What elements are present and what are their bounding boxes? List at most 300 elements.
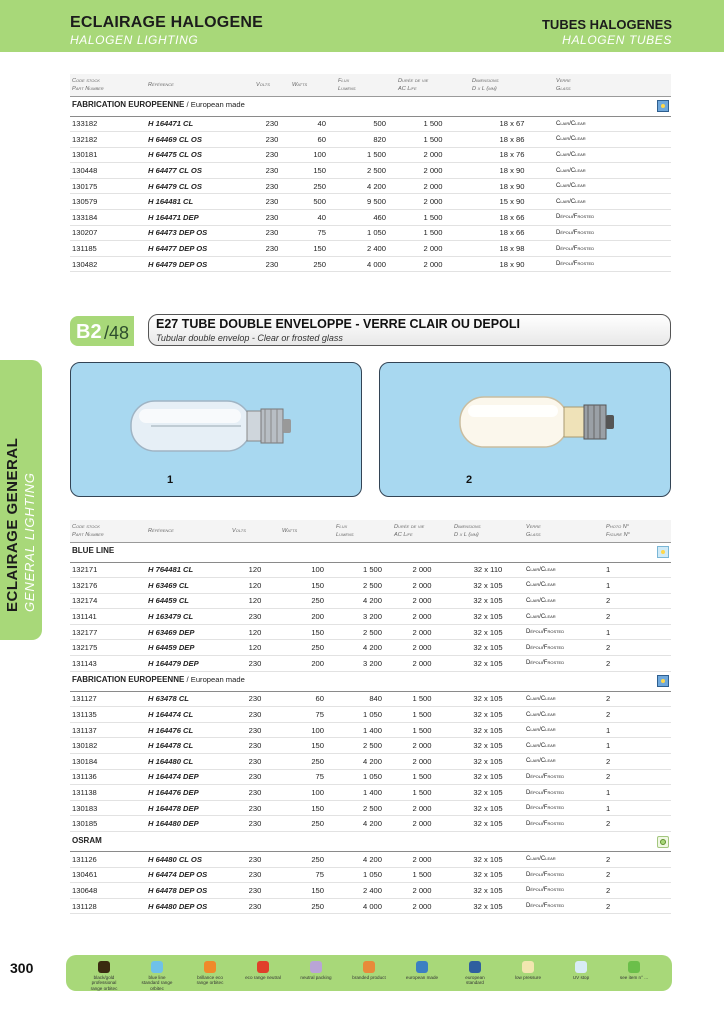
cell-life: 2 000 bbox=[392, 754, 452, 770]
cell-glass: Clair/Clear bbox=[524, 754, 604, 770]
cell-volts: 230 bbox=[230, 769, 280, 785]
cell-life: 2 000 bbox=[396, 256, 470, 272]
cell-code-stock: 130184 bbox=[70, 754, 146, 770]
cell-reference: H 164476 DEP bbox=[146, 785, 230, 801]
cell-volts: 120 bbox=[230, 593, 280, 609]
cell-volts: 230 bbox=[254, 241, 290, 257]
photo-number-1: 1 bbox=[167, 474, 174, 486]
group-header bbox=[70, 96, 671, 116]
cell-photo-number: 2 bbox=[604, 898, 671, 914]
cell-glass: Dépoli/Frosted bbox=[524, 898, 604, 914]
cell-reference: H 64475 CL OS bbox=[146, 147, 254, 163]
cell-reference: H 64474 DEP OS bbox=[146, 867, 230, 883]
clear-tube-lamp-image bbox=[71, 363, 362, 497]
table-row bbox=[70, 163, 671, 179]
cell-flux: 3 200 bbox=[334, 656, 392, 672]
group-name: BLUE LINE bbox=[72, 546, 115, 555]
cell-code-stock: 131138 bbox=[70, 785, 146, 801]
cell-reference: H 63469 DEP bbox=[146, 624, 230, 640]
section-heading bbox=[70, 314, 671, 350]
column-header-line: Code stock bbox=[72, 77, 100, 84]
cell-reference: H 64480 DEP OS bbox=[146, 898, 230, 914]
column-header-flux bbox=[334, 520, 392, 542]
cell-photo-number: 2 bbox=[604, 852, 671, 868]
cell-code-stock: 131143 bbox=[70, 656, 146, 672]
cell-dimensions: 32 x 105 bbox=[452, 867, 524, 883]
column-header-flux bbox=[336, 74, 396, 96]
cell-volts: 230 bbox=[254, 178, 290, 194]
european-standard-icon bbox=[469, 961, 481, 973]
cell-life: 1 500 bbox=[392, 691, 452, 707]
column-header-line: Photo N° bbox=[606, 523, 630, 530]
cell-life: 2 000 bbox=[392, 883, 452, 899]
cell-flux: 4 000 bbox=[334, 898, 392, 914]
cell-flux: 1 400 bbox=[334, 785, 392, 801]
cell-dimensions: 18 x 90 bbox=[470, 256, 554, 272]
cell-life: 2 000 bbox=[392, 562, 452, 578]
cell-watts: 150 bbox=[290, 163, 336, 179]
footer-legend-label: black/gold professional range orbitec bbox=[90, 975, 118, 991]
cell-code-stock: 131135 bbox=[70, 707, 146, 723]
cell-volts: 230 bbox=[254, 210, 290, 226]
group-header-row bbox=[70, 542, 671, 562]
footer-legend-label: UV stop bbox=[572, 975, 590, 980]
low-pressure-icon bbox=[522, 961, 534, 973]
table-row bbox=[70, 707, 671, 723]
cell-volts: 120 bbox=[230, 578, 280, 594]
column-header-line: Verre bbox=[556, 77, 571, 84]
cell-watts: 100 bbox=[280, 785, 334, 801]
cell-watts: 40 bbox=[290, 116, 336, 132]
footer-legend-label: blue line standard range orbitec bbox=[141, 975, 173, 991]
table-row bbox=[70, 562, 671, 578]
cell-watts: 60 bbox=[280, 691, 334, 707]
cell-reference: H 164471 DEP bbox=[146, 210, 254, 226]
photo-panel-2 bbox=[379, 362, 671, 497]
cell-reference: H 764481 CL bbox=[146, 562, 230, 578]
section-subtitle: Tubular double envelop - Clear or frosted glass bbox=[156, 333, 343, 343]
column-header-dims bbox=[452, 520, 524, 542]
cell-photo-number: 1 bbox=[604, 722, 671, 738]
footer-legend-label: neutral packing bbox=[300, 975, 332, 980]
cell-watts: 250 bbox=[290, 256, 336, 272]
cell-code-stock: 130482 bbox=[70, 256, 146, 272]
cell-code-stock: 131185 bbox=[70, 241, 146, 257]
cell-code-stock: 130648 bbox=[70, 883, 146, 899]
cell-flux: 460 bbox=[336, 210, 396, 226]
branded-product-icon bbox=[363, 961, 375, 973]
cell-flux: 820 bbox=[336, 132, 396, 148]
cell-watts: 100 bbox=[280, 562, 334, 578]
cell-volts: 230 bbox=[230, 609, 280, 625]
cell-photo-number: 2 bbox=[604, 640, 671, 656]
cell-code-stock: 133182 bbox=[70, 116, 146, 132]
column-header-line: Flux bbox=[336, 523, 348, 530]
group-name: OSRAM bbox=[72, 835, 102, 845]
cell-life: 2 000 bbox=[392, 609, 452, 625]
cell-reference: H 64480 CL OS bbox=[146, 852, 230, 868]
cell-dimensions: 18 x 98 bbox=[470, 241, 554, 257]
cell-life: 1 500 bbox=[392, 707, 452, 723]
cell-code-stock: 131128 bbox=[70, 898, 146, 914]
cell-photo-number: 2 bbox=[604, 867, 671, 883]
cell-glass: Dépoli/Frosted bbox=[524, 769, 604, 785]
column-header-glass bbox=[554, 74, 671, 96]
cell-flux: 500 bbox=[336, 116, 396, 132]
cell-volts: 230 bbox=[230, 785, 280, 801]
cell-dimensions: 18 x 76 bbox=[470, 147, 554, 163]
cell-reference: H 164471 CL bbox=[146, 116, 254, 132]
cell-photo-number: 2 bbox=[604, 816, 671, 832]
cell-life: 2 000 bbox=[396, 241, 470, 257]
cell-flux: 4 200 bbox=[334, 640, 392, 656]
cell-volts: 230 bbox=[254, 194, 290, 210]
cell-life: 1 500 bbox=[396, 210, 470, 226]
cell-life: 2 000 bbox=[392, 898, 452, 914]
cell-watts: 250 bbox=[280, 816, 334, 832]
cell-dimensions: 32 x 105 bbox=[452, 722, 524, 738]
cell-dimensions: 18 x 86 bbox=[470, 132, 554, 148]
header-title: ECLAIRAGE HALOGENE bbox=[70, 14, 263, 31]
cell-volts: 120 bbox=[230, 640, 280, 656]
table-row bbox=[70, 883, 671, 899]
table-row bbox=[70, 210, 671, 226]
cell-reference: H 164481 CL bbox=[146, 194, 254, 210]
cell-dimensions: 15 x 90 bbox=[470, 194, 554, 210]
eco-range-icon bbox=[257, 961, 269, 973]
group-name: FABRICATION EUROPEENNE bbox=[72, 100, 185, 109]
cell-flux: 2 500 bbox=[334, 624, 392, 640]
european-made-icon bbox=[657, 675, 669, 687]
cell-volts: 120 bbox=[230, 624, 280, 640]
cell-dimensions: 32 x 105 bbox=[452, 624, 524, 640]
cell-watts: 250 bbox=[290, 178, 336, 194]
blue-line-icon bbox=[657, 546, 669, 558]
table-row bbox=[70, 593, 671, 609]
cell-glass: Dépoli/Frosted bbox=[524, 883, 604, 899]
footer-legend-item bbox=[298, 961, 334, 980]
column-header-line: Glass bbox=[526, 531, 541, 538]
cell-dimensions: 18 x 90 bbox=[470, 163, 554, 179]
table-row bbox=[70, 609, 671, 625]
cell-flux: 2 400 bbox=[336, 241, 396, 257]
cell-life: 2 000 bbox=[392, 640, 452, 656]
cell-life: 2 000 bbox=[396, 178, 470, 194]
cell-glass: Clair/Clear bbox=[524, 691, 604, 707]
cell-dimensions: 32 x 110 bbox=[452, 562, 524, 578]
cell-code-stock: 131141 bbox=[70, 609, 146, 625]
cell-life: 2 000 bbox=[396, 194, 470, 210]
footer-legend-item bbox=[404, 961, 440, 980]
cell-volts: 230 bbox=[230, 738, 280, 754]
photo-panel-1 bbox=[70, 362, 362, 497]
cell-flux: 1 050 bbox=[334, 769, 392, 785]
cell-watts: 100 bbox=[290, 147, 336, 163]
cell-flux: 4 200 bbox=[334, 754, 392, 770]
neutral-packing-icon bbox=[310, 961, 322, 973]
cell-glass: Dépoli/Frosted bbox=[554, 241, 671, 257]
group-header bbox=[70, 542, 671, 562]
cell-reference: H 63469 CL bbox=[146, 578, 230, 594]
cell-watts: 150 bbox=[280, 578, 334, 594]
cell-reference: H 64473 DEP OS bbox=[146, 225, 254, 241]
cell-glass: Clair/Clear bbox=[524, 578, 604, 594]
cell-photo-number: 1 bbox=[604, 624, 671, 640]
cell-volts: 230 bbox=[230, 800, 280, 816]
column-header-line: Dimensions bbox=[472, 77, 499, 84]
page-header bbox=[0, 0, 724, 52]
cell-watts: 200 bbox=[280, 609, 334, 625]
cell-photo-number: 2 bbox=[604, 691, 671, 707]
cell-code-stock: 131136 bbox=[70, 769, 146, 785]
cell-volts: 230 bbox=[254, 132, 290, 148]
cell-reference: H 64459 CL bbox=[146, 593, 230, 609]
cell-dimensions: 32 x 105 bbox=[452, 707, 524, 723]
column-header-line: D x L (mm) bbox=[454, 531, 479, 538]
cell-life: 2 000 bbox=[392, 656, 452, 672]
cell-dimensions: 18 x 66 bbox=[470, 225, 554, 241]
cell-dimensions: 32 x 105 bbox=[452, 769, 524, 785]
cell-glass: Clair/Clear bbox=[554, 163, 671, 179]
cell-watts: 250 bbox=[280, 640, 334, 656]
footer-legend bbox=[66, 955, 672, 991]
cell-volts: 230 bbox=[230, 867, 280, 883]
cell-volts: 230 bbox=[254, 256, 290, 272]
table-header-row bbox=[70, 520, 671, 542]
cell-photo-number: 2 bbox=[604, 707, 671, 723]
table-row bbox=[70, 194, 671, 210]
footer-legend-item bbox=[86, 961, 122, 991]
cell-code-stock: 131137 bbox=[70, 722, 146, 738]
cell-volts: 230 bbox=[230, 656, 280, 672]
table-row bbox=[70, 754, 671, 770]
column-header-line: Part Number bbox=[72, 85, 104, 92]
cell-flux: 2 500 bbox=[334, 578, 392, 594]
footer-legend-item bbox=[616, 961, 652, 980]
column-header-line: Lumens bbox=[338, 85, 356, 92]
cell-life: 2 000 bbox=[392, 800, 452, 816]
table-row bbox=[70, 898, 671, 914]
footer-legend-label: see item n° ... bbox=[619, 975, 649, 980]
group-header bbox=[70, 832, 671, 852]
cell-dimensions: 32 x 105 bbox=[452, 816, 524, 832]
cell-photo-number: 1 bbox=[604, 800, 671, 816]
cell-code-stock: 132174 bbox=[70, 593, 146, 609]
group-header-row bbox=[70, 96, 671, 116]
column-header-watts: Watts bbox=[280, 520, 334, 542]
column-header-line: Durée de vie bbox=[398, 77, 429, 84]
cell-life: 1 500 bbox=[396, 132, 470, 148]
column-header-line: D x L (mm) bbox=[472, 85, 497, 92]
cell-flux: 1 050 bbox=[334, 867, 392, 883]
cell-flux: 4 200 bbox=[336, 178, 396, 194]
cell-glass: Clair/Clear bbox=[524, 609, 604, 625]
cell-watts: 150 bbox=[290, 241, 336, 257]
column-header-code bbox=[70, 520, 146, 542]
cell-watts: 60 bbox=[290, 132, 336, 148]
cell-dimensions: 32 x 105 bbox=[452, 800, 524, 816]
cell-dimensions: 18 x 66 bbox=[470, 210, 554, 226]
cell-reference: H 164476 CL bbox=[146, 722, 230, 738]
cell-volts: 230 bbox=[230, 898, 280, 914]
cell-flux: 4 200 bbox=[334, 816, 392, 832]
cell-flux: 840 bbox=[334, 691, 392, 707]
cell-glass: Dépoli/Frosted bbox=[524, 785, 604, 801]
cell-volts: 230 bbox=[230, 722, 280, 738]
cell-flux: 9 500 bbox=[336, 194, 396, 210]
table-row bbox=[70, 624, 671, 640]
cell-reference: H 64477 DEP OS bbox=[146, 241, 254, 257]
cell-life: 1 500 bbox=[392, 722, 452, 738]
footer-legend-item bbox=[351, 961, 387, 980]
cell-watts: 200 bbox=[280, 656, 334, 672]
cell-glass: Dépoli/Frosted bbox=[554, 225, 671, 241]
cell-glass: Clair/Clear bbox=[524, 852, 604, 868]
cell-reference: H 164480 CL bbox=[146, 754, 230, 770]
cell-code-stock: 130448 bbox=[70, 163, 146, 179]
blue-line-icon bbox=[151, 961, 163, 973]
column-header-line: Part Number bbox=[72, 531, 104, 538]
footer-legend-item bbox=[245, 961, 281, 980]
cell-flux: 1 400 bbox=[334, 722, 392, 738]
halogen-tubes-table-top bbox=[70, 74, 671, 272]
cell-code-stock: 130579 bbox=[70, 194, 146, 210]
cell-glass: Clair/Clear bbox=[554, 194, 671, 210]
cell-life: 2 000 bbox=[396, 147, 470, 163]
cell-glass: Dépoli/Frosted bbox=[524, 816, 604, 832]
cell-flux: 2 500 bbox=[334, 800, 392, 816]
cell-volts: 230 bbox=[254, 225, 290, 241]
table-row bbox=[70, 867, 671, 883]
cell-volts: 230 bbox=[230, 707, 280, 723]
cell-code-stock: 130175 bbox=[70, 178, 146, 194]
cell-flux: 3 200 bbox=[334, 609, 392, 625]
column-header-line: Glass bbox=[556, 85, 571, 92]
cell-volts: 230 bbox=[254, 147, 290, 163]
cell-photo-number: 2 bbox=[604, 754, 671, 770]
cell-flux: 4 200 bbox=[334, 593, 392, 609]
uv-stop-icon bbox=[575, 961, 587, 973]
black-gold-icon bbox=[98, 961, 110, 973]
cell-flux: 2 400 bbox=[334, 883, 392, 899]
cell-flux: 1 500 bbox=[336, 147, 396, 163]
cell-flux: 4 000 bbox=[336, 256, 396, 272]
cell-glass: Dépoli/Frosted bbox=[524, 867, 604, 883]
cell-life: 1 500 bbox=[392, 867, 452, 883]
column-header-volts: Volts bbox=[254, 74, 290, 96]
cell-reference: H 64479 CL OS bbox=[146, 178, 254, 194]
cell-watts: 100 bbox=[280, 722, 334, 738]
cell-watts: 250 bbox=[280, 593, 334, 609]
cell-life: 2 000 bbox=[392, 624, 452, 640]
cell-code-stock: 130207 bbox=[70, 225, 146, 241]
cell-reference: H 164478 CL bbox=[146, 738, 230, 754]
table-row bbox=[70, 178, 671, 194]
cell-volts: 120 bbox=[230, 562, 280, 578]
table-row bbox=[70, 738, 671, 754]
cell-volts: 230 bbox=[230, 754, 280, 770]
cell-glass: Clair/Clear bbox=[524, 593, 604, 609]
cell-flux: 1 050 bbox=[334, 707, 392, 723]
cell-photo-number: 2 bbox=[604, 883, 671, 899]
cell-dimensions: 32 x 105 bbox=[452, 640, 524, 656]
cell-code-stock: 130182 bbox=[70, 738, 146, 754]
cell-glass: Dépoli/Frosted bbox=[524, 640, 604, 656]
cell-code-stock: 132171 bbox=[70, 562, 146, 578]
cell-glass: Dépoli/Frosted bbox=[554, 256, 671, 272]
cell-photo-number: 1 bbox=[604, 785, 671, 801]
cell-reference: H 64478 DEP OS bbox=[146, 883, 230, 899]
cell-code-stock: 130185 bbox=[70, 816, 146, 832]
frosted-tube-lamp-image bbox=[380, 363, 671, 497]
column-header-line: Figure N° bbox=[606, 531, 630, 538]
cell-dimensions: 32 x 105 bbox=[452, 578, 524, 594]
cell-code-stock: 132177 bbox=[70, 624, 146, 640]
cell-glass: Clair/Clear bbox=[524, 562, 604, 578]
cell-glass: Clair/Clear bbox=[524, 707, 604, 723]
side-tab-subtitle: GENERAL LIGHTING bbox=[22, 472, 37, 612]
cell-life: 2 000 bbox=[392, 852, 452, 868]
cell-code-stock: 132182 bbox=[70, 132, 146, 148]
column-header-line: Lumens bbox=[336, 531, 354, 538]
column-header-line: Code stock bbox=[72, 523, 100, 530]
footer-legend-item bbox=[192, 961, 228, 986]
side-tab-title: ECLAIRAGE GENERAL bbox=[4, 437, 21, 612]
cell-reference: H 164478 DEP bbox=[146, 800, 230, 816]
cell-glass: Clair/Clear bbox=[554, 116, 671, 132]
cell-glass: Clair/Clear bbox=[524, 738, 604, 754]
section-code-number: /48 bbox=[104, 323, 130, 343]
cell-photo-number: 1 bbox=[604, 578, 671, 594]
footer-legend-label: brillance eco range orbitec bbox=[196, 975, 224, 986]
cell-watts: 75 bbox=[290, 225, 336, 241]
cell-watts: 75 bbox=[280, 707, 334, 723]
table-row bbox=[70, 132, 671, 148]
cell-glass: Clair/Clear bbox=[554, 132, 671, 148]
cell-life: 1 500 bbox=[396, 225, 470, 241]
cell-dimensions: 18 x 67 bbox=[470, 116, 554, 132]
column-header-life bbox=[392, 520, 452, 542]
photo-number-2: 2 bbox=[466, 474, 473, 486]
cell-life: 2 000 bbox=[392, 593, 452, 609]
cell-code-stock: 131126 bbox=[70, 852, 146, 868]
table-row bbox=[70, 241, 671, 257]
footer-legend-label: low pressure bbox=[514, 975, 542, 980]
cell-reference: H 64469 CL OS bbox=[146, 132, 254, 148]
osram-icon bbox=[657, 836, 669, 848]
table-row bbox=[70, 769, 671, 785]
footer-legend-item bbox=[510, 961, 546, 980]
cell-glass: Dépoli/Frosted bbox=[524, 800, 604, 816]
cell-watts: 250 bbox=[280, 852, 334, 868]
cell-watts: 250 bbox=[280, 754, 334, 770]
cell-watts: 150 bbox=[280, 738, 334, 754]
cell-dimensions: 32 x 105 bbox=[452, 898, 524, 914]
cell-life: 2 000 bbox=[392, 816, 452, 832]
cell-watts: 250 bbox=[280, 898, 334, 914]
group-header-row bbox=[70, 671, 671, 691]
cell-flux: 2 500 bbox=[336, 163, 396, 179]
cell-volts: 230 bbox=[230, 852, 280, 868]
column-header-line: Durée de vie bbox=[394, 523, 425, 530]
group-header bbox=[70, 671, 671, 691]
table-row bbox=[70, 785, 671, 801]
table-row bbox=[70, 852, 671, 868]
cell-dimensions: 32 x 105 bbox=[452, 656, 524, 672]
table-row bbox=[70, 116, 671, 132]
column-header-line: Verre bbox=[526, 523, 541, 530]
cell-glass: Clair/Clear bbox=[554, 178, 671, 194]
